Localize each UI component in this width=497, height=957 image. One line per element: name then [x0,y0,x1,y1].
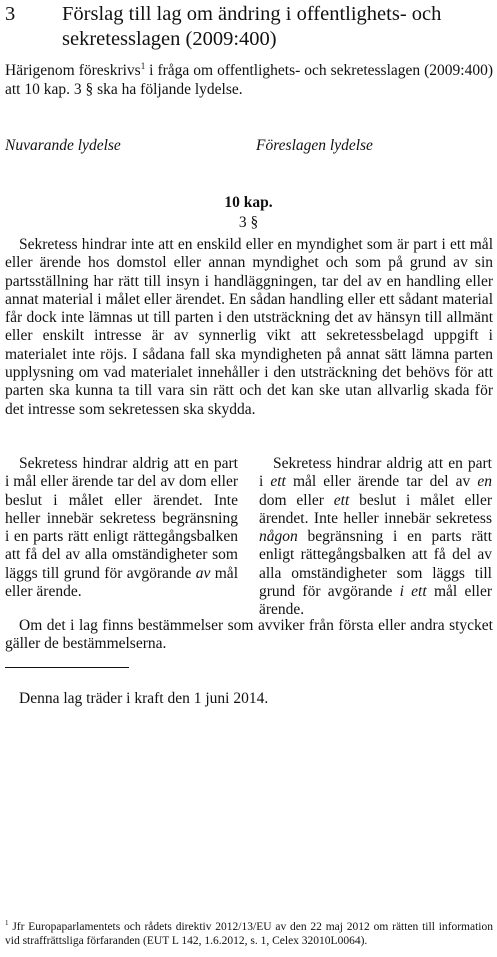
proposed-text-part: mål eller ärende. [259,583,492,619]
proposed-wording-heading: Föreslagen lydelse [256,137,373,154]
chapter-heading: 10 kap. [224,194,273,211]
intro-paragraph [5,61,493,99]
paragraph-heading: 3 § [238,214,259,231]
section-title: Förslag till lag om ändring i offentlighets- och sekretesslagen (2009:400) [62,3,442,50]
proposed-text-part: Sekretess hindrar aldrig att en part i [259,455,492,491]
proposed-wording-text [259,455,492,620]
proposed-italic-part: en [477,473,492,491]
footnote-text: Jfr Europaparlamentets och rådets direktiv 2012/13/EU av den 22 maj 2012 om rätten till information vid straffrättsliga förfaranden (EUT L 142, 1.6.2012, s. 1, Celex 32010L0064). [5,921,493,947]
proposed-italic-part: ett [333,491,350,509]
separator-line [5,667,129,668]
current-text-part: Sekretess hindrar aldrig att en part i mål eller ärende tar del av dom eller beslut i målet eller ärendet. Inte heller innebär sekretess begränsning i en parts rätt enligt rättegångsbalken att få del av alla omständigheter som läggs till grund för avgörande [5,455,238,582]
current-text-part: mål eller ärende. [5,564,238,601]
footnote [5,920,493,948]
footnote-reference: 1 [140,60,146,71]
proposed-text-part: beslut i målet eller ärendet. Inte heller innebär sekretess [259,491,492,527]
proposed-italic-part: någon [259,528,298,546]
proposed-italic-part: ett [270,473,286,491]
last-paragraph: Om det i lag finns bestämmelser som avviker från första eller andra stycket gäller de bestämmelserna. [5,617,493,653]
footnote-number: 1 [5,919,9,928]
intro-text-after: i fråga om offentlighets- och sekretesslagen (2009:400) att 10 kap. 3 § ska ha följande lydelse. [5,62,493,98]
proposed-italic-part: i ett [399,583,427,601]
current-italic-part: av [195,564,211,582]
section-number: 3 [5,3,16,25]
current-wording-heading: Nuvarande lydelse [5,137,121,154]
proposed-text-part: begränsning i en parts rätt enligt rättegångsbalken att få del av alla omständigheter som läggs till grund för avgörande [259,528,492,601]
entry-into-force-text: Denna lag träder i kraft den 1 juni 2014. [19,690,269,707]
proposed-text-part: dom eller [259,491,334,509]
proposed-text-part: mål eller ärende tar del av [285,473,478,491]
first-paragraph: Sekretess hindrar inte att en enskild eller en myndighet som är part i ett mål eller ärende hos domstol eller annan myndighet och som på grund av sin partsställning har rätt till insyn i handläggningen, tar del av en handling eller annat material i målet eller ärendet. En sådan handling eller ett sådant material får dock inte lämnas ut till parten i den utsträckning det av hänsyn till allmänt eller enskilt intresse är av synnerlig vikt att sekretessbelagd uppgift i materialet inte röjs. I sådana fall ska myndigheten på annat sätt lämna parten upplysning om vad materialet innehåller i den utsträckning det behövs för att parten ska kunna ta till vara sin rätt och det kan ske utan allvarlig skada för det intresse som sekretessen ska skydda. [5,236,493,418]
intro-text-before: Härigenom föreskrivs [5,62,141,79]
current-wording-text [5,455,238,601]
